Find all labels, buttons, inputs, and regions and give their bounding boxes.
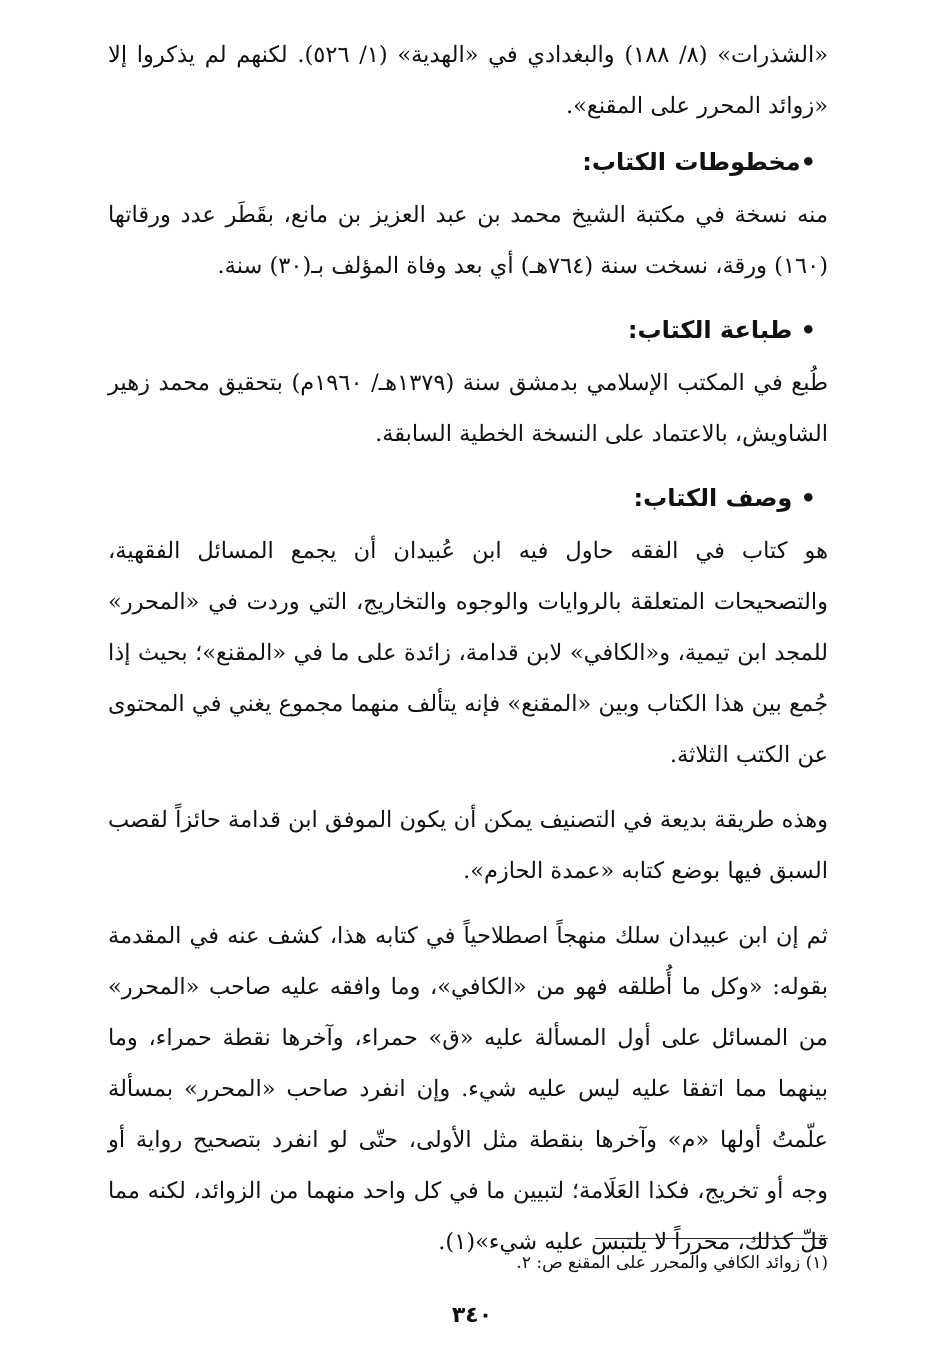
description-paragraph-1: هو كتاب في الفقه حاول فيه ابن عُبيدان أن يجمع المسائل الفقهية، والتصحيحات المتعلقة بالروايات والوجوه والتخاريج، التي وردت في «المحرر» للمجد ابن تيمية، و«الكافي» لابن قدامة، زائدة على ما في «المقنع»؛ بحيث إذا جُمع بين هذا الكتاب وبين «المقنع» فإنه يتألف منهما مجموع يغني في المحتوى عن الكتب الثلاثة. — [108, 538, 828, 768]
heading-manuscripts: •مخطوطات الكتاب: — [582, 148, 816, 176]
section-description — [108, 474, 828, 1268]
page-body — [108, 30, 828, 1282]
heading-description: • وصف الكتاب: — [633, 484, 816, 512]
footnote: (١) زوائد الكافي والمحرر على المقنع ص: ٢. — [516, 1253, 828, 1273]
manuscripts-paragraph: منه نسخة في مكتبة الشيخ محمد بن عبد العزيز بن مانع، بقَطَر عدد ورقاتها (١٦٠) ورقة، نسخت سنة (٧٦٤هـ) أي بعد وفاة المؤلف بـ(٣٠) سنة. — [108, 202, 828, 279]
section-printing — [108, 306, 828, 460]
description-paragraph-2: وهذه طريقة بديعة في التصنيف يمكن أن يكون الموفق ابن قدامة حائزاً لقصب السبق فيها بوضع كتابه «عمدة الحازم». — [108, 807, 828, 884]
page-number: ٣٤٠ — [451, 1303, 493, 1328]
heading-printing: • طباعة الكتاب: — [627, 316, 816, 344]
intro-paragraph: «الشذرات» (٨/ ١٨٨) والبغدادي في «الهدية» (١/ ٥٢٦). لكنهم لم يذكروا إلا «زوائد المحرر على المقنع». — [108, 42, 829, 119]
section-manuscripts — [108, 138, 828, 292]
description-paragraph-3: ثم إن ابن عبيدان سلك منهجاً اصطلاحياً في كتابه هذا، كشف عنه في المقدمة بقوله: «وكل ما أُطلقه فهو من «الكافي»، وما وافقه عليه صاحب «المحرر» من المسائل على أول المسألة عليه «ق» حمراء، وآخرها نقطة حمراء، وما بينهما مما اتفقا عليه ليس عليه شيء. وإن انفرد صاحب «المحرر» بمسألة علّمتُ أولها «م» وآخرها بنقطة مثل الأولى، حتّى لو انفرد بتصحيح رواية أو وجه أو تخريج، فكذا العَلَامة؛ لتبيين ما في كل واحد منهما من الزوائد، لكنه مما قلّ كذلك، محرراً لا يلتبس عليه شيء»(١). — [108, 923, 828, 1255]
printing-paragraph: طُبع في المكتب الإسلامي بدمشق سنة (١٣٧٩هـ/ ١٩٦٠م) بتحقيق محمد زهير الشاويش، بالاعتماد على النسخة الخطية السابقة. — [108, 370, 828, 447]
footnote-divider — [595, 1238, 828, 1239]
